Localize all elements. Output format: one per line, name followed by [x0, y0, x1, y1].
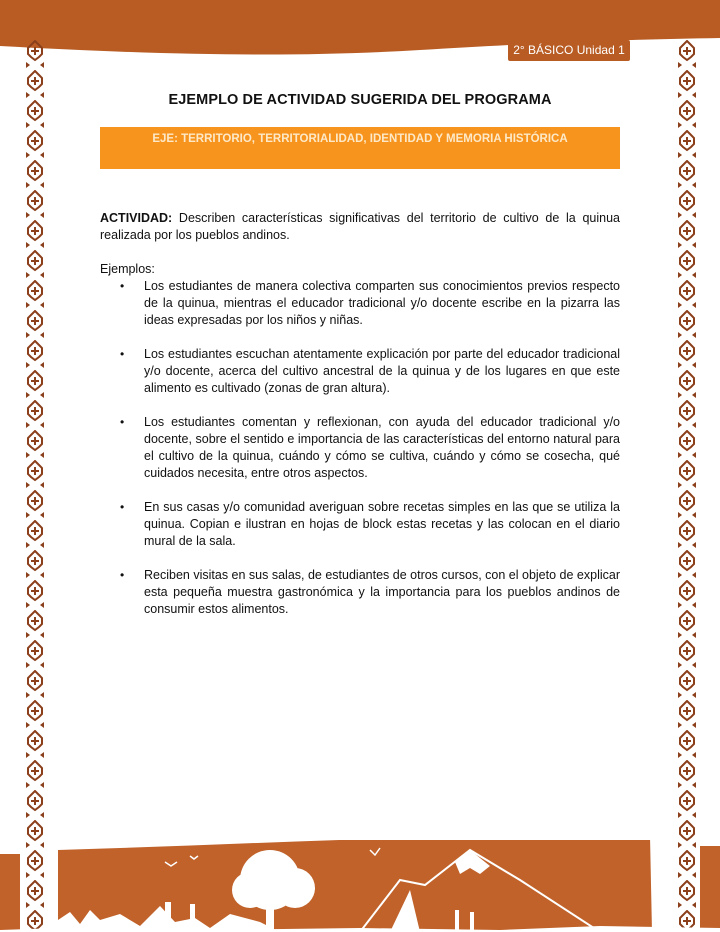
bullet-icon: •: [120, 279, 125, 293]
example-item: [100, 567, 620, 618]
examples-label: Ejemplos:: [100, 262, 155, 276]
activity-paragraph: [100, 210, 620, 244]
example-text: Reciben visitas en sus salas, de estudiantes de otros cursos, con el objeto de explicar esta pequeña muestra gastronómica y la importancia para los pueblos andinos de consumir estos alimentos.: [144, 568, 620, 616]
bullet-icon: •: [120, 500, 125, 514]
example-item: [100, 499, 620, 550]
example-text: Los estudiantes comentan y reflexionan, con ayuda del educador tradicional y/o docente, sobre el sentido e importancia de las características del entorno natural para el cultivo de la quinua, cuándo y cómo se cultiva, cuándo y cómo se cosecha, qué cuidados necesita, entre otros aspectos.: [144, 415, 620, 480]
example-item: [100, 278, 620, 329]
examples-list: [100, 278, 620, 618]
andean-landscape-footer: [0, 840, 720, 932]
andean-pattern-border-right: [676, 40, 698, 932]
eje-heading: EJE: TERRITORIO, TERRITORIALIDAD, IDENTIDAD Y MEMORIA HISTÓRICA: [152, 133, 568, 145]
activity-text: Describen características significativas del territorio de cultivo de la quinua realizada por los pueblos andinos.: [100, 211, 620, 242]
bullet-icon: •: [120, 415, 125, 429]
activity-label: ACTIVIDAD:: [100, 211, 173, 225]
unit-badge: 2° BÁSICO Unidad 1: [508, 40, 630, 61]
example-text: En sus casas y/o comunidad averiguan sobre recetas simples en las que se utiliza la quinua. Copian e ilustran en hojas de block estas recetas y las colocan en el diario mural de la sala.: [144, 500, 620, 548]
page-title: EJEMPLO DE ACTIVIDAD SUGERIDA DEL PROGRAMA: [168, 92, 552, 108]
example-text: Los estudiantes de manera colectiva comparten sus conocimientos previos respecto de la quinua, mientras el educador tradicional y/o docente escribe en la pizarra las ideas expresadas por los niños y niñas.: [144, 279, 620, 327]
activity-content: [100, 210, 620, 635]
example-text: Los estudiantes escuchan atentamente explicación por parte del educador tradicional y/o docente, acerca del cultivo ancestral de la quinua y de los lugares en que este alimento es cultivado (zonas de gran altura).: [144, 347, 620, 395]
bullet-icon: •: [120, 568, 125, 582]
andean-pattern-border-left: [24, 40, 46, 932]
example-item: [100, 414, 620, 482]
bullet-icon: •: [120, 347, 125, 361]
example-item: [100, 346, 620, 397]
